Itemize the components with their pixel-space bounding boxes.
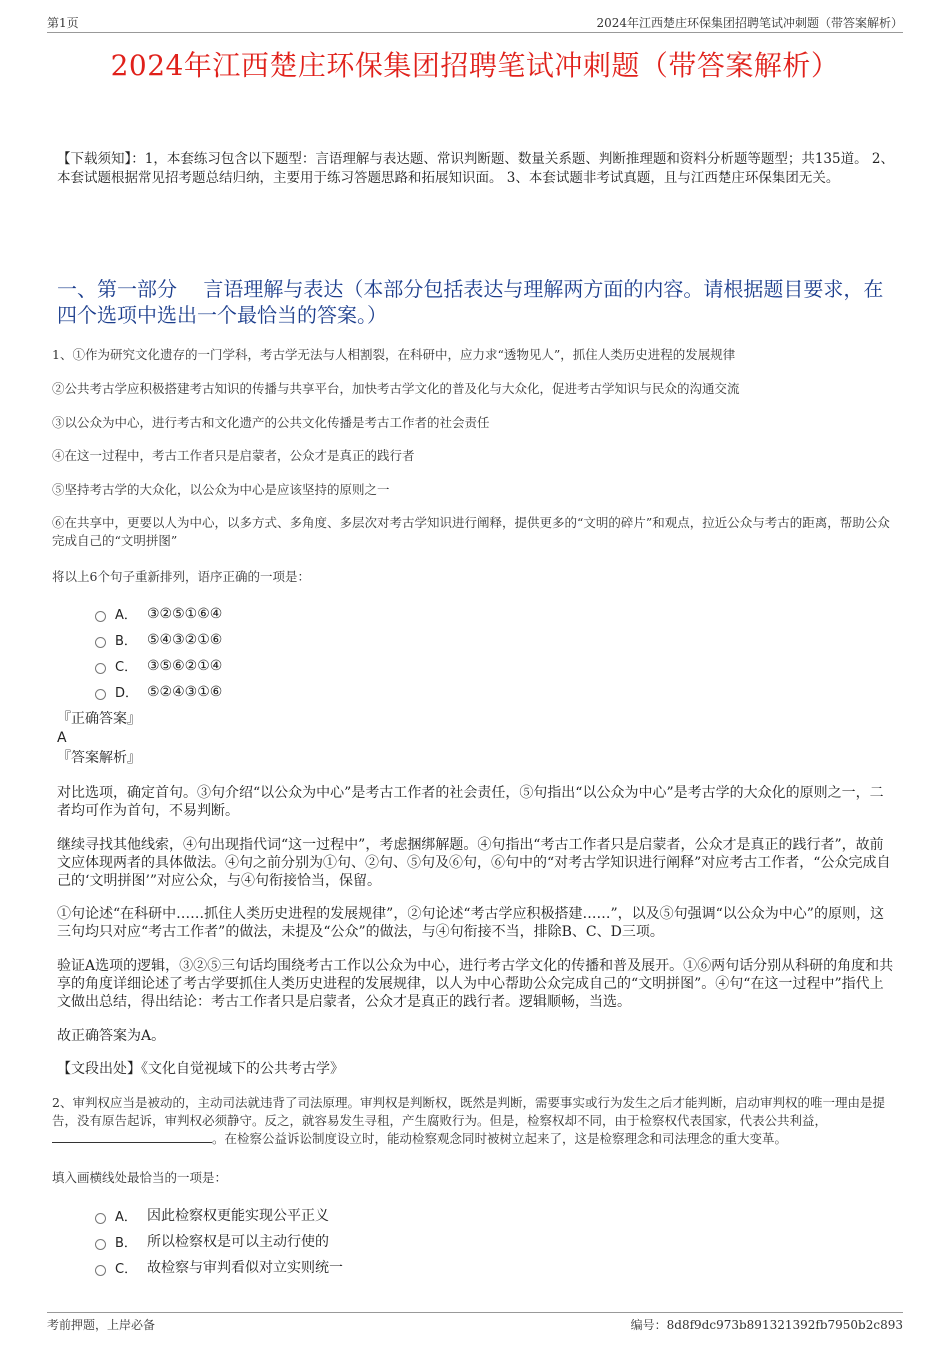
radio-icon[interactable] xyxy=(95,611,106,622)
q1-option-d[interactable]: D． ⑤②④③①⑥ xyxy=(95,682,222,701)
analysis-paragraph: 验证A选项的逻辑，③②⑤三句话均围绕考古工作以公众为中心，进行考古学文化的传播和普及展开。①⑥两句话分别从科研的角度和共享的角度详细论述了考古学要抓住人类历史进程的发展规律，以人为中心帮助公众完成自己的“文明拼图”。④句“在这一过程中”指代上文做出总结，得出结论：考古工作者只是启蒙者，公众才是真正的践行者。逻辑顺畅，当选。 xyxy=(57,958,894,1010)
fill-blank xyxy=(52,1130,212,1143)
q1-option-c[interactable]: C． ③⑤⑥②①④ xyxy=(95,656,222,675)
q2-prompt: 填入画横线处最恰当的一项是： xyxy=(52,1170,228,1185)
analysis-paragraph: 继续寻找其他线索，④句出现指代词“这一过程中”，考虑捆绑解题。④句指出“考古工作者只是启蒙者，公众才是真正的践行者”，故前文应体现两者的具体做法。④句之前分别为①句、②句、⑤句及⑥句，⑥句中的“对考古学知识进行阐释”对应考古工作者，“公众完成自己的‘文明拼图’”对应公众，与④句衔接恰当，保留。 xyxy=(57,837,891,889)
footer-slogan: 考前押题，上岸必备 xyxy=(47,1318,156,1332)
q1-sentence-3: ③以公众为中心，进行考古和文化遗产的公共文化传播是考古工作者的社会责任 xyxy=(52,415,490,430)
analysis-paragraph: 对比选项，确定首句。③句介绍“以公众为中心”是考古工作者的社会责任，⑤句指出“以公众为中心”是考古学的大众化的原则之一，二者均可作为首句，不易判断。 xyxy=(57,785,884,819)
q1-sentence-4: ④在这一过程中，考古工作者只是启蒙者，公众才是真正的践行者 xyxy=(52,448,415,463)
footer-serial: 编号：8d8f9dc973b891321392fb7950b2c893 xyxy=(630,1318,903,1332)
answer-value: A xyxy=(57,730,67,746)
q1-sentence-2: ②公共考古学应积极搭建考古知识的传播与共享平台，加快考古学文化的普及化与大众化，促进考古学知识与民众的沟通交流 xyxy=(52,381,740,396)
download-notice: 【下载须知】：1，本套练习包含以下题型：言语理解与表达题、常识判断题、数量关系题、判断推理题和资料分析题等题型；共135道。 2、本套试题根据常见招考题总结归纳，主要用于练习答题思路和拓展知识面。 3、本套试题非考试真题，且与江西楚庄环保集团无关。 xyxy=(57,151,894,186)
page-header xyxy=(47,12,903,33)
radio-icon[interactable] xyxy=(95,637,106,648)
q1-option-b[interactable]: B． ⑤④③②①⑥ xyxy=(95,630,222,649)
q1-sentence-6: ⑥在共享中，更要以人为中心，以多方式、多角度、多层次对考古学知识进行阐释，提供更多的“文明的碎片”和观点，拉近公众与考古的距离，帮助公众完成自己的“文明拼图” xyxy=(52,515,890,548)
page-title: 2024年江西楚庄环保集团招聘笔试冲刺题（带答案解析） xyxy=(110,49,840,82)
section-heading: 一、第一部分 言语理解与表达（本部分包括表达与理解两方面的内容。请根据题目要求，在四个选项中选出一个最恰当的答案。） xyxy=(57,277,884,327)
q1-sentence-1: 1、①作为研究文化遗存的一门学科，考古学无法与人相割裂，在科研中，应力求“透物见人”，抓住人类历史进程的发展规律 xyxy=(52,347,736,362)
source-citation: 【文段出处】《文化自觉视域下的公共考古学》 xyxy=(57,1061,344,1077)
q1-prompt: 将以上6个句子重新排列，语序正确的一项是： xyxy=(52,569,310,584)
page-footer xyxy=(47,1312,903,1335)
radio-icon[interactable] xyxy=(95,663,106,674)
q2-option-a[interactable]: A． 因此检察权更能实现公平正义 xyxy=(95,1205,329,1225)
analysis-label: 『答案解析』 xyxy=(57,750,141,766)
header-doc-title: 2024年江西楚庄环保集团招聘笔试冲刺题（带答案解析） xyxy=(596,16,903,30)
analysis-paragraph: ①句论述“在科研中……抓住人类历史进程的发展规律”，②句论述“考古学应积极搭建……”，以及⑤句强调“以公众为中心”的原则，这三句均只对应“考古工作者”的做法，未提及“公众”的做法，与④句衔接不当，排除B、C、D三项。 xyxy=(57,906,884,940)
radio-icon[interactable] xyxy=(95,1265,106,1276)
q2-stem: 2、审判权应当是被动的，主动司法就违背了司法原理。审判权是判断权，既然是判断，需要事实或行为发生之后才能判断，启动审判权的唯一理由是提告，没有原告起诉，审判权必须静守。反之，就容易发生寻租，产生腐败行为。但是，检察权却不同，由于检察权代表国家，代表公共利益，。在检察公益诉讼制度设立时，能动检察观念同时被树立起来了，这是检察理念和司法理念的重大变革。 xyxy=(52,1095,885,1146)
q1-sentence-5: ⑤坚持考古学的大众化，以公众为中心是应该坚持的原则之一 xyxy=(52,482,390,497)
q2-option-c[interactable]: C． 故检察与审判看似对立实则统一 xyxy=(95,1257,343,1277)
q2-option-b[interactable]: B． 所以检察权是可以主动行使的 xyxy=(95,1231,329,1251)
radio-icon[interactable] xyxy=(95,689,106,700)
radio-icon[interactable] xyxy=(95,1213,106,1224)
analysis-conclusion: 故正确答案为A。 xyxy=(57,1028,166,1044)
answer-label: 『正确答案』 xyxy=(57,711,141,727)
page-number: 第1页 xyxy=(47,16,79,30)
q1-option-a[interactable]: A． ③②⑤①⑥④ xyxy=(95,604,222,623)
radio-icon[interactable] xyxy=(95,1239,106,1250)
